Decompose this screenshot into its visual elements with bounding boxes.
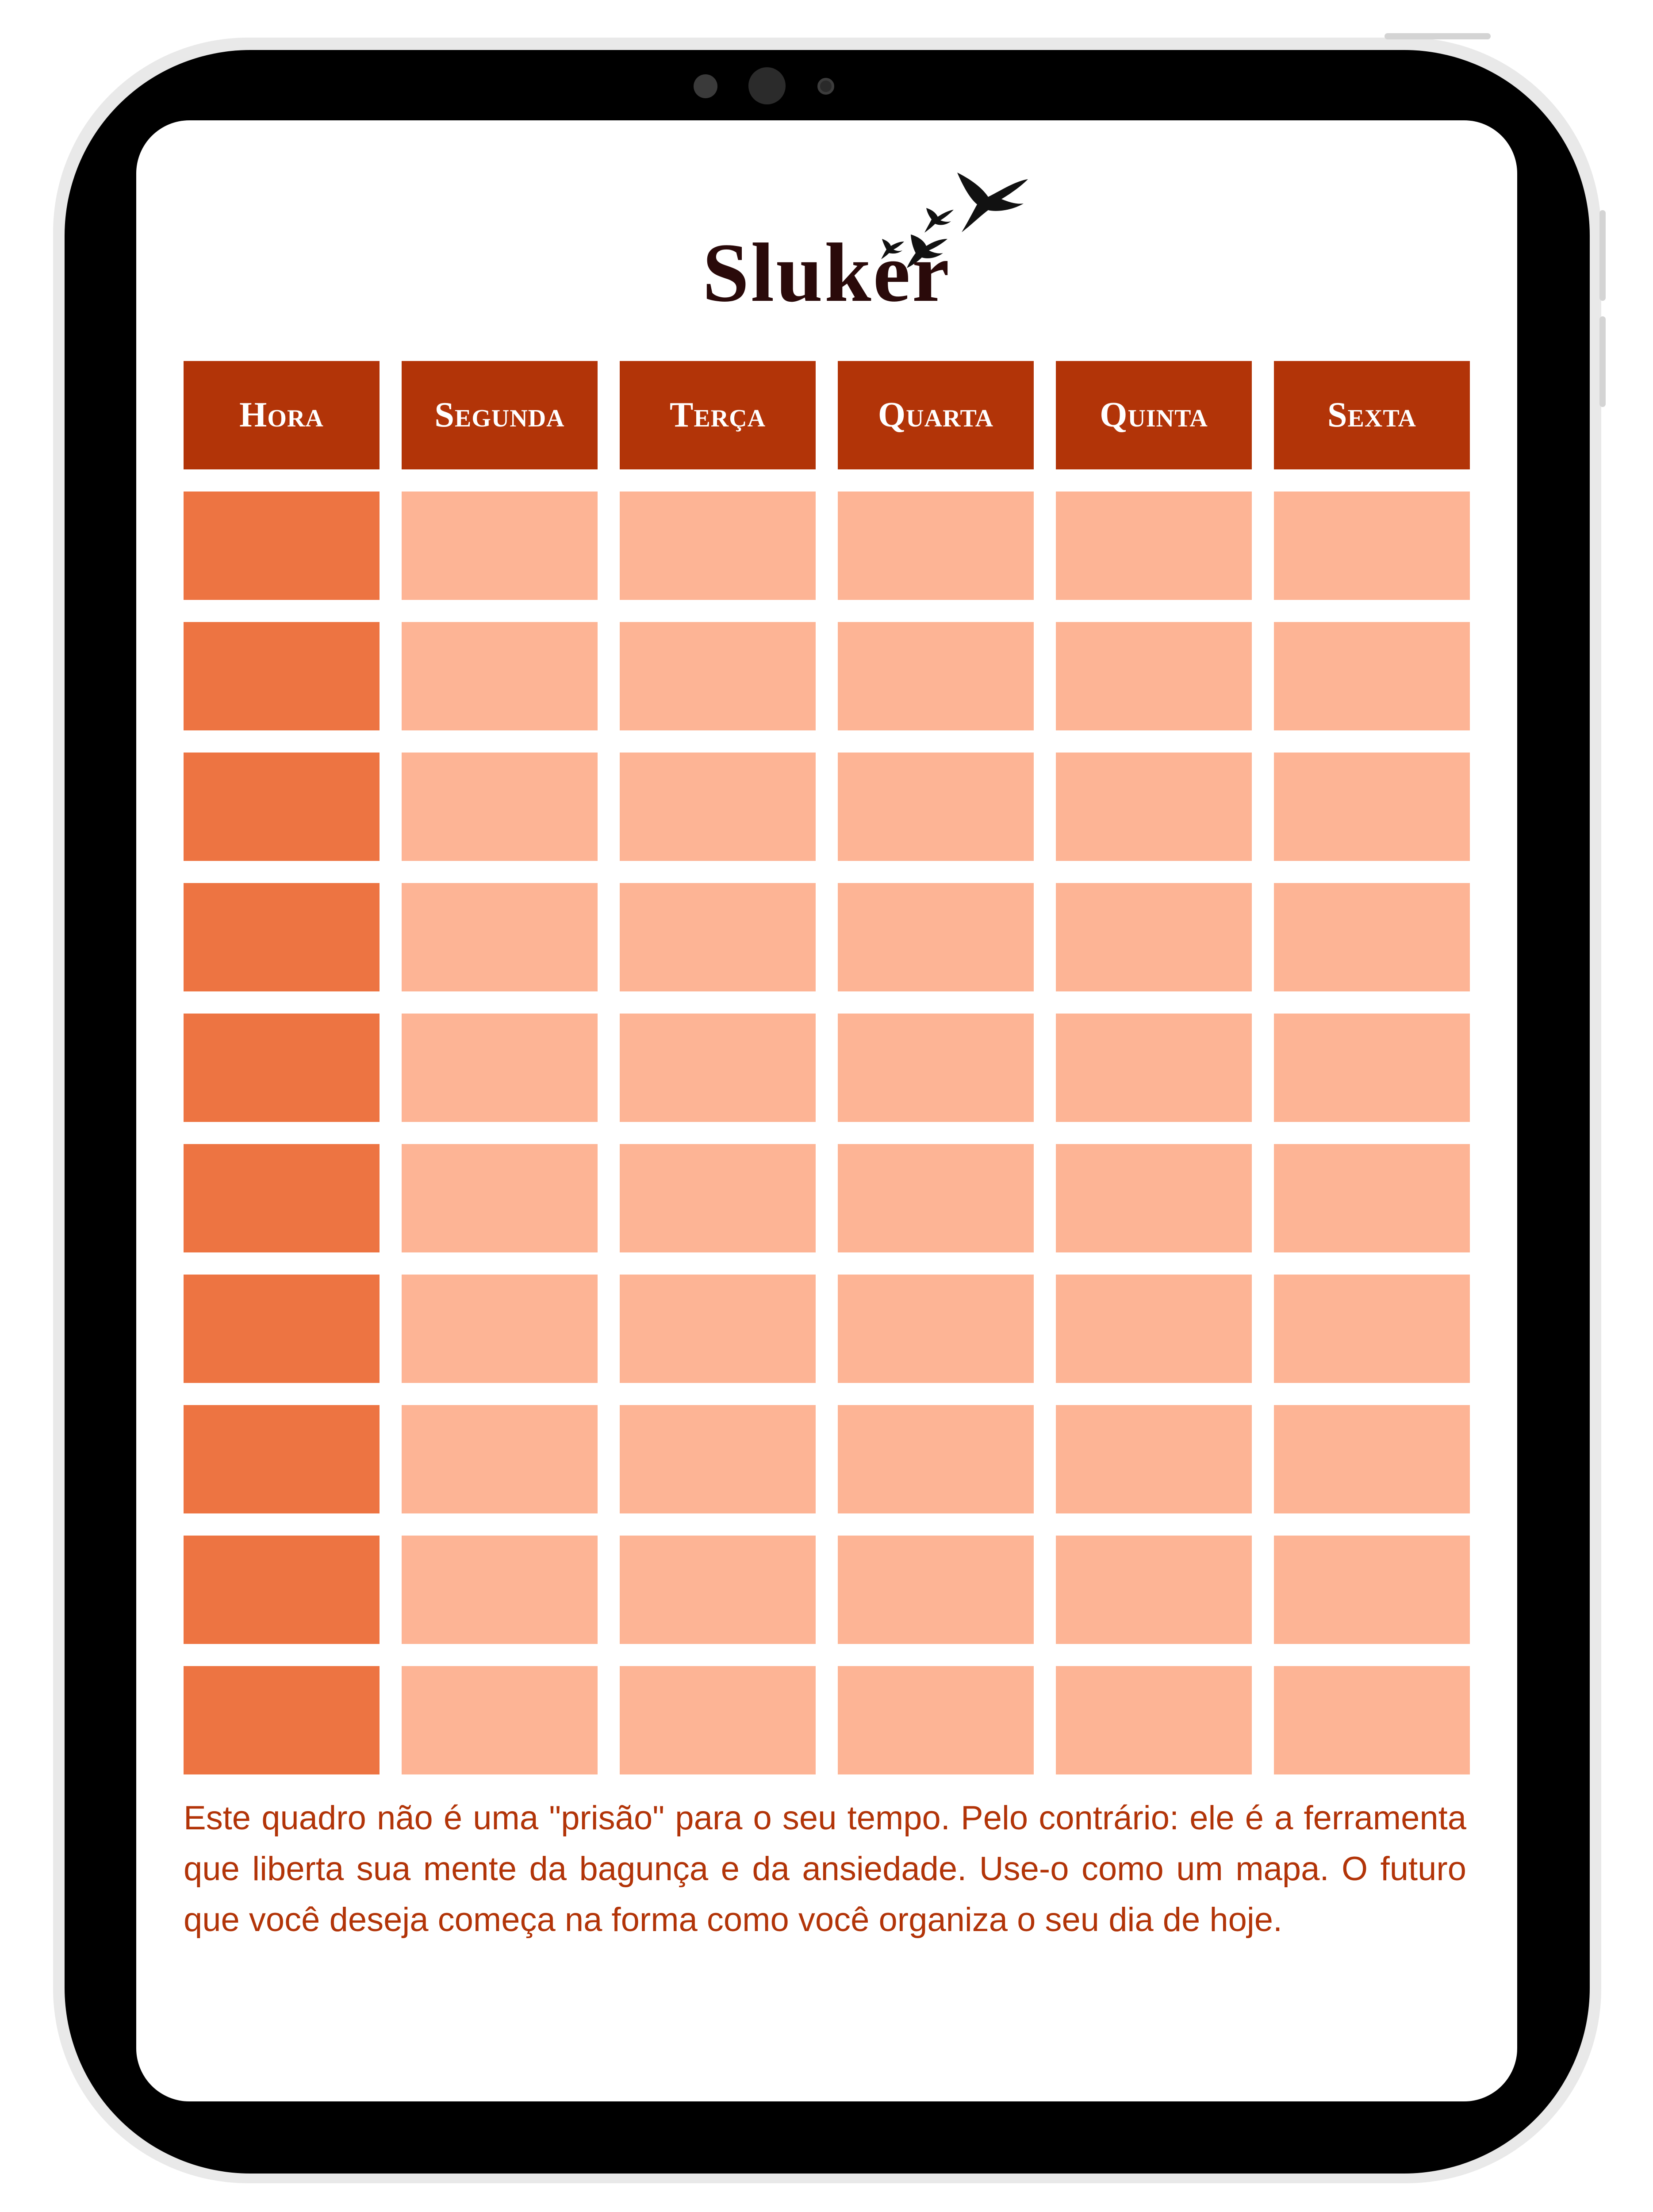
column-header-quinta: Quinta: [1056, 361, 1252, 469]
schedule-cell[interactable]: [620, 492, 816, 600]
camera-lens-icon: [817, 78, 834, 95]
schedule-cell[interactable]: [1056, 1666, 1252, 1774]
schedule-cell[interactable]: [1274, 1666, 1470, 1774]
motivational-note: Este quadro não é uma "prisão" para o seu tempo. Pelo contrário: ele é a ferramenta que liberta sua mente da bagunça e da ansiedade. Use-o como um mapa. O futuro que você deseja começa na forma como você organiza o seu dia de hoje.: [184, 1799, 1466, 1939]
hour-cell[interactable]: [184, 492, 380, 600]
schedule-cell[interactable]: [1274, 1536, 1470, 1644]
schedule-cell[interactable]: [1274, 1014, 1470, 1122]
schedule-cell[interactable]: [1056, 753, 1252, 861]
schedule-cell[interactable]: [838, 622, 1034, 730]
schedule-cell[interactable]: [838, 1666, 1034, 1774]
schedule-cell[interactable]: [620, 1144, 816, 1252]
schedule-cell[interactable]: [838, 883, 1034, 991]
schedule-cell[interactable]: [1274, 883, 1470, 991]
hour-cell[interactable]: [184, 1014, 380, 1122]
schedule-cell[interactable]: [1056, 1014, 1252, 1122]
schedule-cell[interactable]: [1056, 1405, 1252, 1513]
schedule-cell[interactable]: [838, 753, 1034, 861]
brand-name: Sluker: [702, 227, 951, 319]
hour-cell[interactable]: [184, 1536, 380, 1644]
schedule-cell[interactable]: [1274, 622, 1470, 730]
column-header-segunda: Segunda: [402, 361, 598, 469]
hour-cell[interactable]: [184, 883, 380, 991]
brand-logo: [136, 120, 1517, 319]
schedule-cell[interactable]: [402, 622, 598, 730]
hour-cell[interactable]: [184, 1144, 380, 1252]
schedule-cell[interactable]: [1056, 492, 1252, 600]
schedule-cell[interactable]: [1274, 1405, 1470, 1513]
power-button: [1385, 33, 1491, 39]
hour-cell[interactable]: [184, 1405, 380, 1513]
schedule-cell[interactable]: [1274, 1144, 1470, 1252]
schedule-cell[interactable]: [402, 1666, 598, 1774]
schedule-cell[interactable]: [1274, 1275, 1470, 1383]
schedule-cell[interactable]: [1274, 753, 1470, 861]
schedule-cell[interactable]: [1056, 1144, 1252, 1252]
schedule-cell[interactable]: [402, 753, 598, 861]
schedule-cell[interactable]: [620, 622, 816, 730]
schedule-cell[interactable]: [620, 883, 816, 991]
schedule-cell[interactable]: [402, 1014, 598, 1122]
schedule-cell[interactable]: [838, 1405, 1034, 1513]
sensor-icon: [694, 74, 717, 98]
schedule-cell[interactable]: [838, 1014, 1034, 1122]
schedule-cell[interactable]: [838, 1536, 1034, 1644]
column-header-tera: Terça: [620, 361, 816, 469]
hour-cell[interactable]: [184, 622, 380, 730]
schedule-cell[interactable]: [402, 492, 598, 600]
column-header-hora: Hora: [184, 361, 380, 469]
schedule-cell[interactable]: [1056, 1275, 1252, 1383]
schedule-cell[interactable]: [838, 1144, 1034, 1252]
schedule-cell[interactable]: [402, 1536, 598, 1644]
schedule-cell[interactable]: [620, 1666, 816, 1774]
hour-cell[interactable]: [184, 1275, 380, 1383]
schedule-cell[interactable]: [402, 1144, 598, 1252]
schedule-cell[interactable]: [1056, 883, 1252, 991]
schedule-cell[interactable]: [402, 1405, 598, 1513]
schedule-cell[interactable]: [1056, 1536, 1252, 1644]
schedule-cell[interactable]: [402, 1275, 598, 1383]
front-camera-icon: [748, 67, 786, 104]
schedule-cell[interactable]: [1056, 622, 1252, 730]
schedule-cell[interactable]: [620, 1536, 816, 1644]
schedule-cell[interactable]: [620, 753, 816, 861]
schedule-cell[interactable]: [838, 492, 1034, 600]
schedule-cell[interactable]: [838, 1275, 1034, 1383]
volume-down-button: [1599, 316, 1606, 407]
column-header-sexta: Sexta: [1274, 361, 1470, 469]
schedule-cell[interactable]: [620, 1405, 816, 1513]
schedule-cell[interactable]: [1274, 492, 1470, 600]
schedule-cell[interactable]: [402, 883, 598, 991]
hour-cell[interactable]: [184, 753, 380, 861]
schedule-cell[interactable]: [620, 1275, 816, 1383]
tablet-screen: [136, 120, 1517, 2101]
hour-cell[interactable]: [184, 1666, 380, 1774]
schedule-cell[interactable]: [620, 1014, 816, 1122]
volume-up-button: [1599, 210, 1606, 301]
column-header-quarta: Quarta: [838, 361, 1034, 469]
